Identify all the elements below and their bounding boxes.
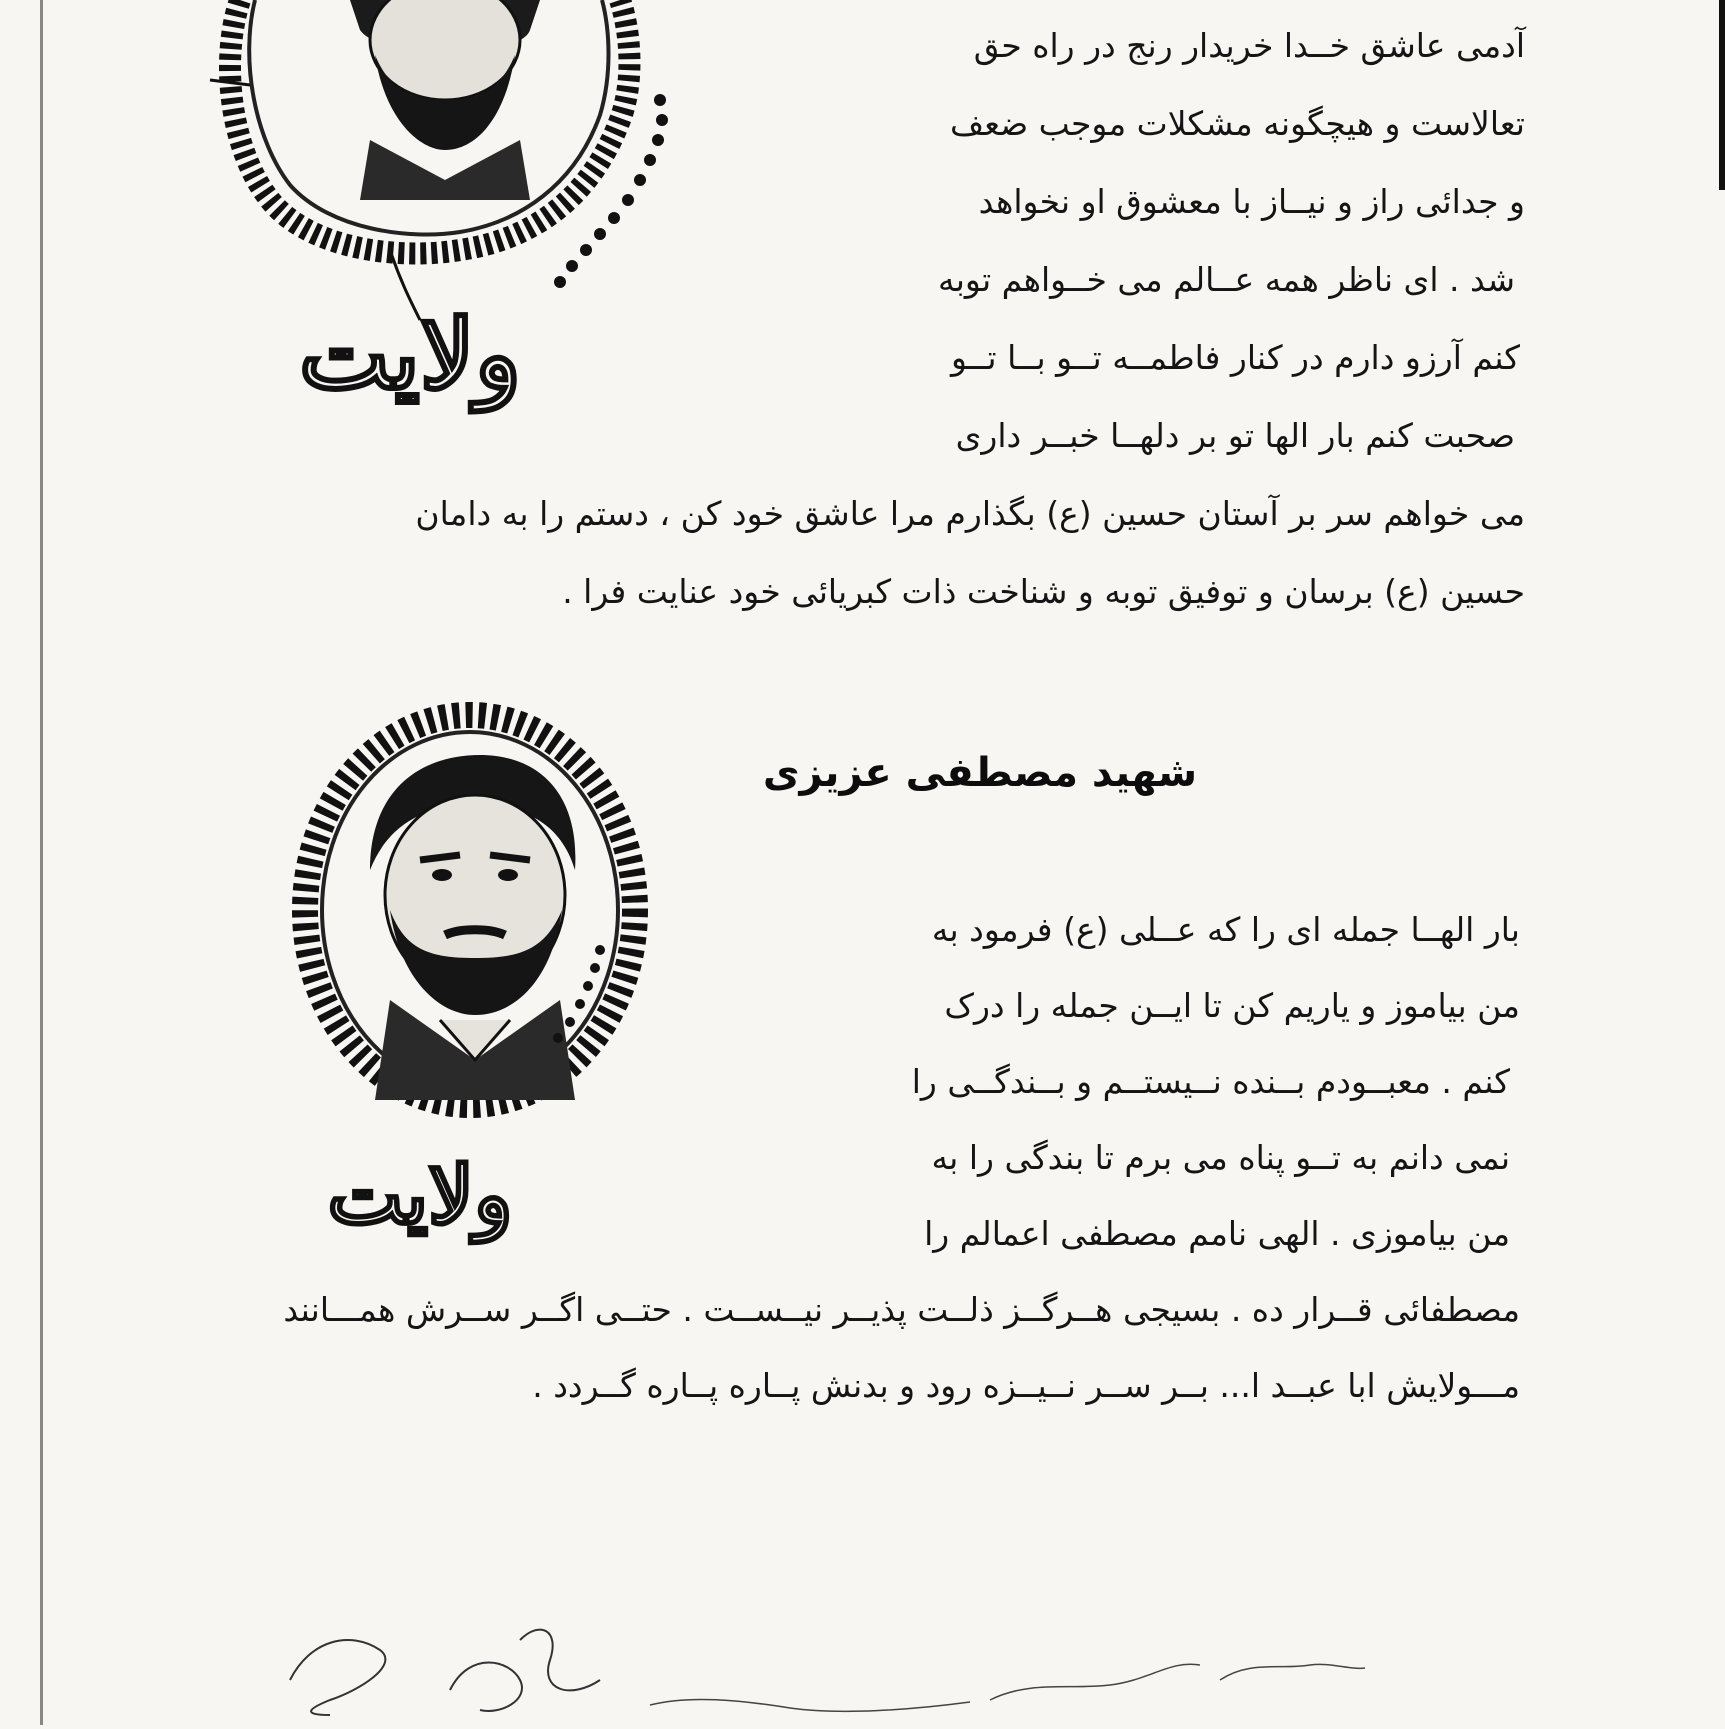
text-line: کنم آرزو دارم در کنار فاطمــه تــو بــا تــو [951,338,1520,377]
portrait-2 [270,700,670,1242]
text-line: بار الهــا جمله ای را که عــلی (ع) فرمود به [931,910,1520,949]
text-line: من بیاموز و یاریم کن تا ایــن جمله را درک [944,986,1520,1025]
text-line: تعالاست و هیچگونه مشکلات موجب ضعف [950,104,1525,143]
portrait-2-drawing [270,700,670,1120]
handwritten-signature [270,1620,1370,1729]
text-line: مـــولایش ابا عبــد ا... بــر ســر نــیــزه رود و بدنش پــاره پــاره گــردد . [532,1366,1520,1405]
scan-edge-mark [1719,0,1725,190]
text-line: کنم . معبــودم بــنده نــیستــم و بــندگــی را [911,1062,1510,1101]
text-line: مصطفائی قــرار ده . بسیجی هــرگــز ذلــت پذیــر نیــســت . حتــی اگــر ســرش همـــانند [283,1290,1520,1329]
text-line: نمی دانم به تــو پناه می برم تا بندگی را به [931,1138,1510,1177]
emblem-text-1: ولایت [298,298,522,411]
text-line: شد . ای ناظر همه عــالم می خــواهم توبه [938,260,1515,299]
martyr-name-heading: شهید مصطفی عزیزی [762,750,1198,796]
signature-drawing [270,1620,1370,1725]
text-line: و جدائی راز و نیــاز با معشوق او نخواهد [978,182,1525,221]
emblem-text-2: ولایت [327,1148,513,1242]
text-line: صحبت کنم بار الها تو بر دلهــا خبــر داری [955,416,1515,455]
text-line: آدمی عاشق خــدا خریدار رنج در راه حق [973,26,1525,65]
scan-edge-line [40,0,43,1725]
text-line: می خواهم سر بر آستان حسین (ع) بگذارم مرا عاشق خود کن ، دستم را به دامان [415,494,1525,533]
text-line: حسین (ع) برسان و توفیق توبه و شناخت ذات کبریائی خود عنایت فرا . [562,572,1525,611]
portrait-1 [200,0,700,460]
text-line: من بیاموزی . الهی نامم مصطفی اعمالم را [924,1214,1510,1253]
